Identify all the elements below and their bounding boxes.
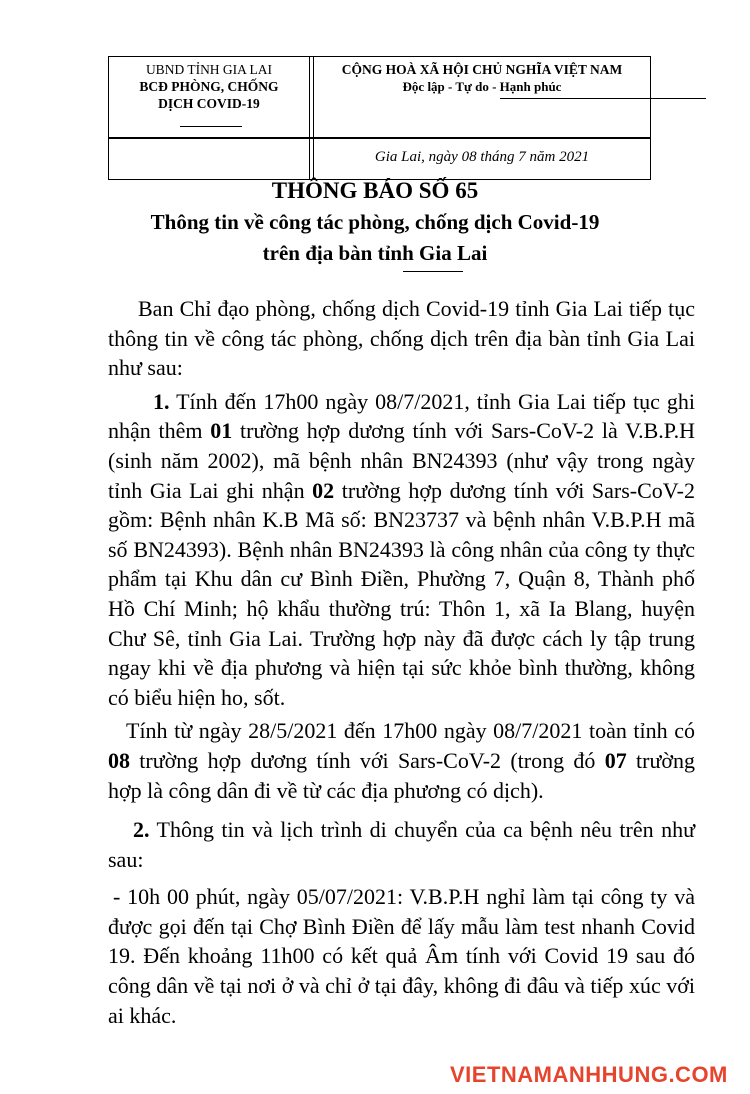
- timeline-bullet: - 10h 00 phút, ngày 05/07/2021: V.B.P.H nghỉ làm tại công ty và được gọi đến tại Chợ Bình Điền để lấy mẫu làm test nhanh Covid 19. Đến khoảng 11h00 có kết quả Âm tính với Covid 19 sau đó công dân về tại nơi ở và chỉ ở tại đây, không đi đâu và tiếp xúc với ai khác.: [108, 884, 695, 1028]
- watermark: VIETNAMANHHUNG.COM: [450, 1062, 728, 1087]
- notice-body: [108, 294, 695, 1030]
- agency-underline: [180, 126, 242, 127]
- header-table: [108, 56, 651, 180]
- section-1-paragraph: 1. Tính đến 17h00 ngày 08/7/2021, tỉnh Gia Lai tiếp tục ghi nhận thêm 01 trường hợp dương tính với Sars-CoV-2 là V.B.P.H (sinh năm 2002), mã bệnh nhân BN24393 (như vậy trong ngày tỉnh Gia Lai ghi nhận 02 trường hợp dương tính với Sars-CoV-2 gồm: Bệnh nhân K.B Mã số: BN23737 và bệnh nhân V.B.P.H mã số BN24393). Bệnh nhân BN24393 là công nhân của công ty thực phẩm tại Khu dân cư Bình Điền, Phường 7, Quận 8, Thành phố Hồ Chí Minh; hộ khẩu thường trú: Thôn 1, xã Ia Blang, huyện Chư Sê, tỉnh Gia Lai. Trường hợp này đã được cách ly tập trung ngay khi về địa phương và hiện tại sức khỏe bình thường, không có biểu hiện ho, sốt.: [108, 388, 695, 710]
- country-cell: [313, 56, 651, 138]
- national-motto: Độc lập - Tự do - Hạnh phúc: [402, 79, 562, 94]
- agency-line-2: BCĐ PHÒNG, CHỐNG: [139, 79, 279, 94]
- intro-paragraph: Ban Chỉ đạo phòng, chống dịch Covid-19 tỉnh Gia Lai tiếp tục thông tin về công tác phòng, chống dịch trên địa bàn tỉnh Gia Lai như sau:: [108, 296, 695, 381]
- dateline-cell: [313, 138, 651, 180]
- tally-paragraph: Tính từ ngày 28/5/2021 đến 17h00 ngày 08/7/2021 toàn tỉnh có 08 trường hợp dương tính với Sars-CoV-2 (trong đó 07 trường hợp là công dân đi về từ các địa phương có dịch).: [108, 718, 695, 803]
- motto-underline: [500, 98, 706, 99]
- country-name: CỘNG HOÀ XÃ HỘI CHỦ NGHĨA VIỆT NAM: [341, 62, 623, 77]
- empty-cell: [108, 138, 310, 180]
- title-underline: [403, 271, 463, 272]
- agency-line-3: DỊCH COVID-19: [158, 96, 260, 111]
- notice-title: THÔNG BÁO SỐ 65: [271, 178, 479, 203]
- agency-line-1: UBND TỈNH GIA LAI: [145, 62, 273, 77]
- section-1-number: 1.: [153, 388, 170, 414]
- section-2-paragraph: 2. Thông tin và lịch trình di chuyển của ca bệnh nêu trên như sau:: [108, 817, 695, 872]
- section-2-number: 2.: [133, 817, 150, 843]
- notice-subtitle-2: trên địa bàn tỉnh Gia Lai: [262, 241, 488, 265]
- dateline: Gia Lai, ngày 08 tháng 7 năm 2021: [374, 149, 590, 165]
- notice-subtitle-1: Thông tin về công tác phòng, chống dịch Covid-19: [150, 210, 600, 234]
